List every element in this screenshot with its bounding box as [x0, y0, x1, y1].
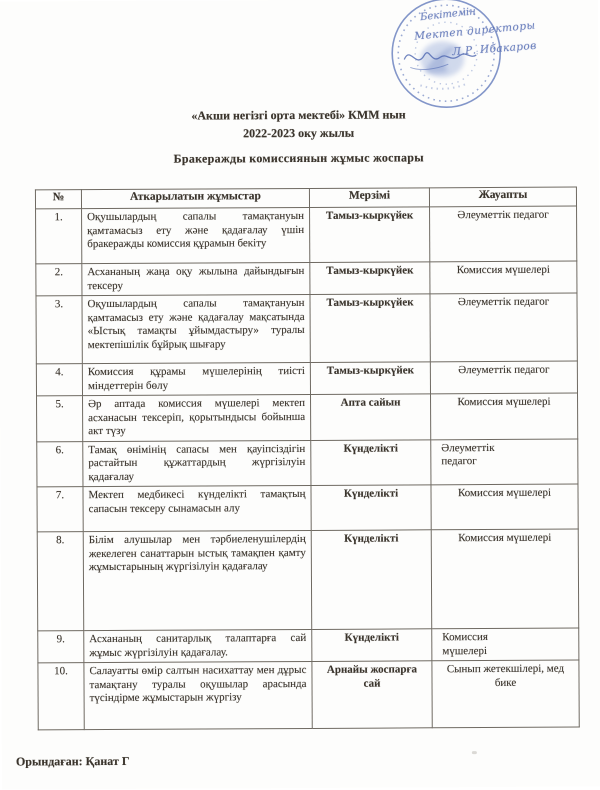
row-term: Апта сайын [311, 394, 431, 440]
row-term: Тамыз-кыркүйек [310, 362, 430, 395]
plan-title: Бракеражды комиссиянын жұмыс жоспары [173, 150, 424, 166]
row-number: 7. [37, 487, 83, 532]
table-row [37, 439, 578, 487]
col-header-responsible: Жауапты [429, 187, 576, 207]
table-row [37, 529, 579, 631]
row-term: Күнделікті [311, 530, 432, 630]
row-work: Асхананың жаңа оқу жылына дайындығын тексеру [82, 262, 310, 295]
row-responsible: Әлеуметтік педагог [430, 361, 577, 394]
work-plan-table [35, 187, 580, 731]
row-number: 3. [36, 296, 82, 364]
row-number: 10. [38, 663, 84, 730]
row-term: Тамыз-кыркүйек [310, 207, 430, 263]
document-header [0, 104, 599, 167]
row-work: Тамақ өнімінің сапасы мен қауіпсіздігін растайтын құжаттардың жүргізілуін қадағалау [83, 440, 311, 487]
row-term: Күнделікті [312, 629, 432, 662]
table-row [36, 361, 577, 396]
row-responsible: Әлеуметтік педагог [430, 293, 577, 362]
table-row [36, 293, 577, 364]
row-responsible: Әлеуметтік педагог [431, 439, 578, 485]
row-responsible: Сынып жетекшілері, мед бике [432, 660, 579, 728]
row-term: Тамыз-кыркүйек [310, 294, 430, 363]
table-row [36, 261, 577, 296]
round-stamp-icon [376, 0, 567, 120]
row-responsible: Комиссия мүшелері [432, 628, 579, 661]
row-number: 6. [37, 441, 83, 487]
col-header-term: Мерзімі [309, 188, 429, 208]
row-number: 4. [36, 364, 82, 396]
row-number: 2. [36, 264, 82, 296]
row-responsible: Әлеуметтік педагог [430, 206, 577, 262]
row-term: Күнделікті [311, 439, 431, 485]
row-responsible: Комиссия мүшелері [431, 484, 578, 530]
row-work: Комиссия құрамы мүшелерінің тиісті міндеттерін бөлу [82, 362, 310, 395]
row-number: 1. [36, 209, 82, 264]
prepared-by-text: Орындаған: Қанат Г [15, 753, 130, 769]
row-work: Оқушылардың сапалы тамақтануын қамтамасыз ету және қадағалау мақсатында «Ыстық тамақты ұйымдастыру» туралы мектепішілік бұйрық шығару [82, 294, 310, 363]
row-term: Күнделікті [311, 485, 431, 531]
col-header-number: № [35, 190, 81, 209]
row-number: 5. [37, 396, 83, 442]
approval-stamp [376, 0, 567, 120]
table-row [36, 206, 577, 264]
table-row [38, 660, 579, 730]
row-work: Салауатты өмір салтын насихаттау мен дұрыс тамақтану туралы оқушылар арасында түсіндірме жұмыстарын жүргізу [84, 661, 312, 729]
row-work: Мектеп медбикесі күнделікті тамақтың сапасын тексеру сынамасын алу [83, 485, 311, 531]
table-row [37, 393, 578, 441]
row-responsible: Комиссия мүшелері [431, 393, 578, 439]
row-responsible: Комиссия мүшелері [430, 261, 577, 294]
table-row [37, 484, 578, 532]
row-term: Арнайы жоспарға сай [312, 661, 432, 729]
row-responsible: Комиссия мүшелері [431, 529, 579, 629]
row-number: 8. [37, 532, 84, 631]
row-work: Білім алушылар мен тәрбиеленушілердің жекелеген санаттарын ыстық тамақпен қамту жұмыстарының жүргізілуін қадағалау [83, 530, 312, 630]
table-row [38, 628, 579, 663]
col-header-works: Аткарылатын жұмыстар [81, 188, 309, 208]
scan-speck [472, 751, 477, 754]
stamp-approve-text: Бекітемін [419, 6, 477, 24]
row-work: Асхананың санитарлық талаптарға сай жұмыс жүргізілуін қадағалау. [84, 629, 312, 662]
school-year: 2022-2023 оку жылы [243, 125, 355, 141]
row-work: Оқушылардың сапалы тамақтануын қамтамасыз ету және қадағалау үшін бракеражды комиссия құрамын бекіту [82, 207, 310, 263]
stamp-director-text: Мектеп директоры [413, 19, 537, 43]
row-term: Тамыз-кыркүйек [310, 262, 430, 295]
row-number: 9. [38, 631, 84, 663]
row-work: Әр аптада комиссия мүшелері мектеп асханасын тексеріп, қорытындысы бойынша акт түзу [83, 394, 311, 441]
stamp-director-name: Л.Р. Ибакаров [451, 39, 538, 59]
school-name: «Акши негізгі орта мектебі» КММ нын [191, 107, 406, 123]
